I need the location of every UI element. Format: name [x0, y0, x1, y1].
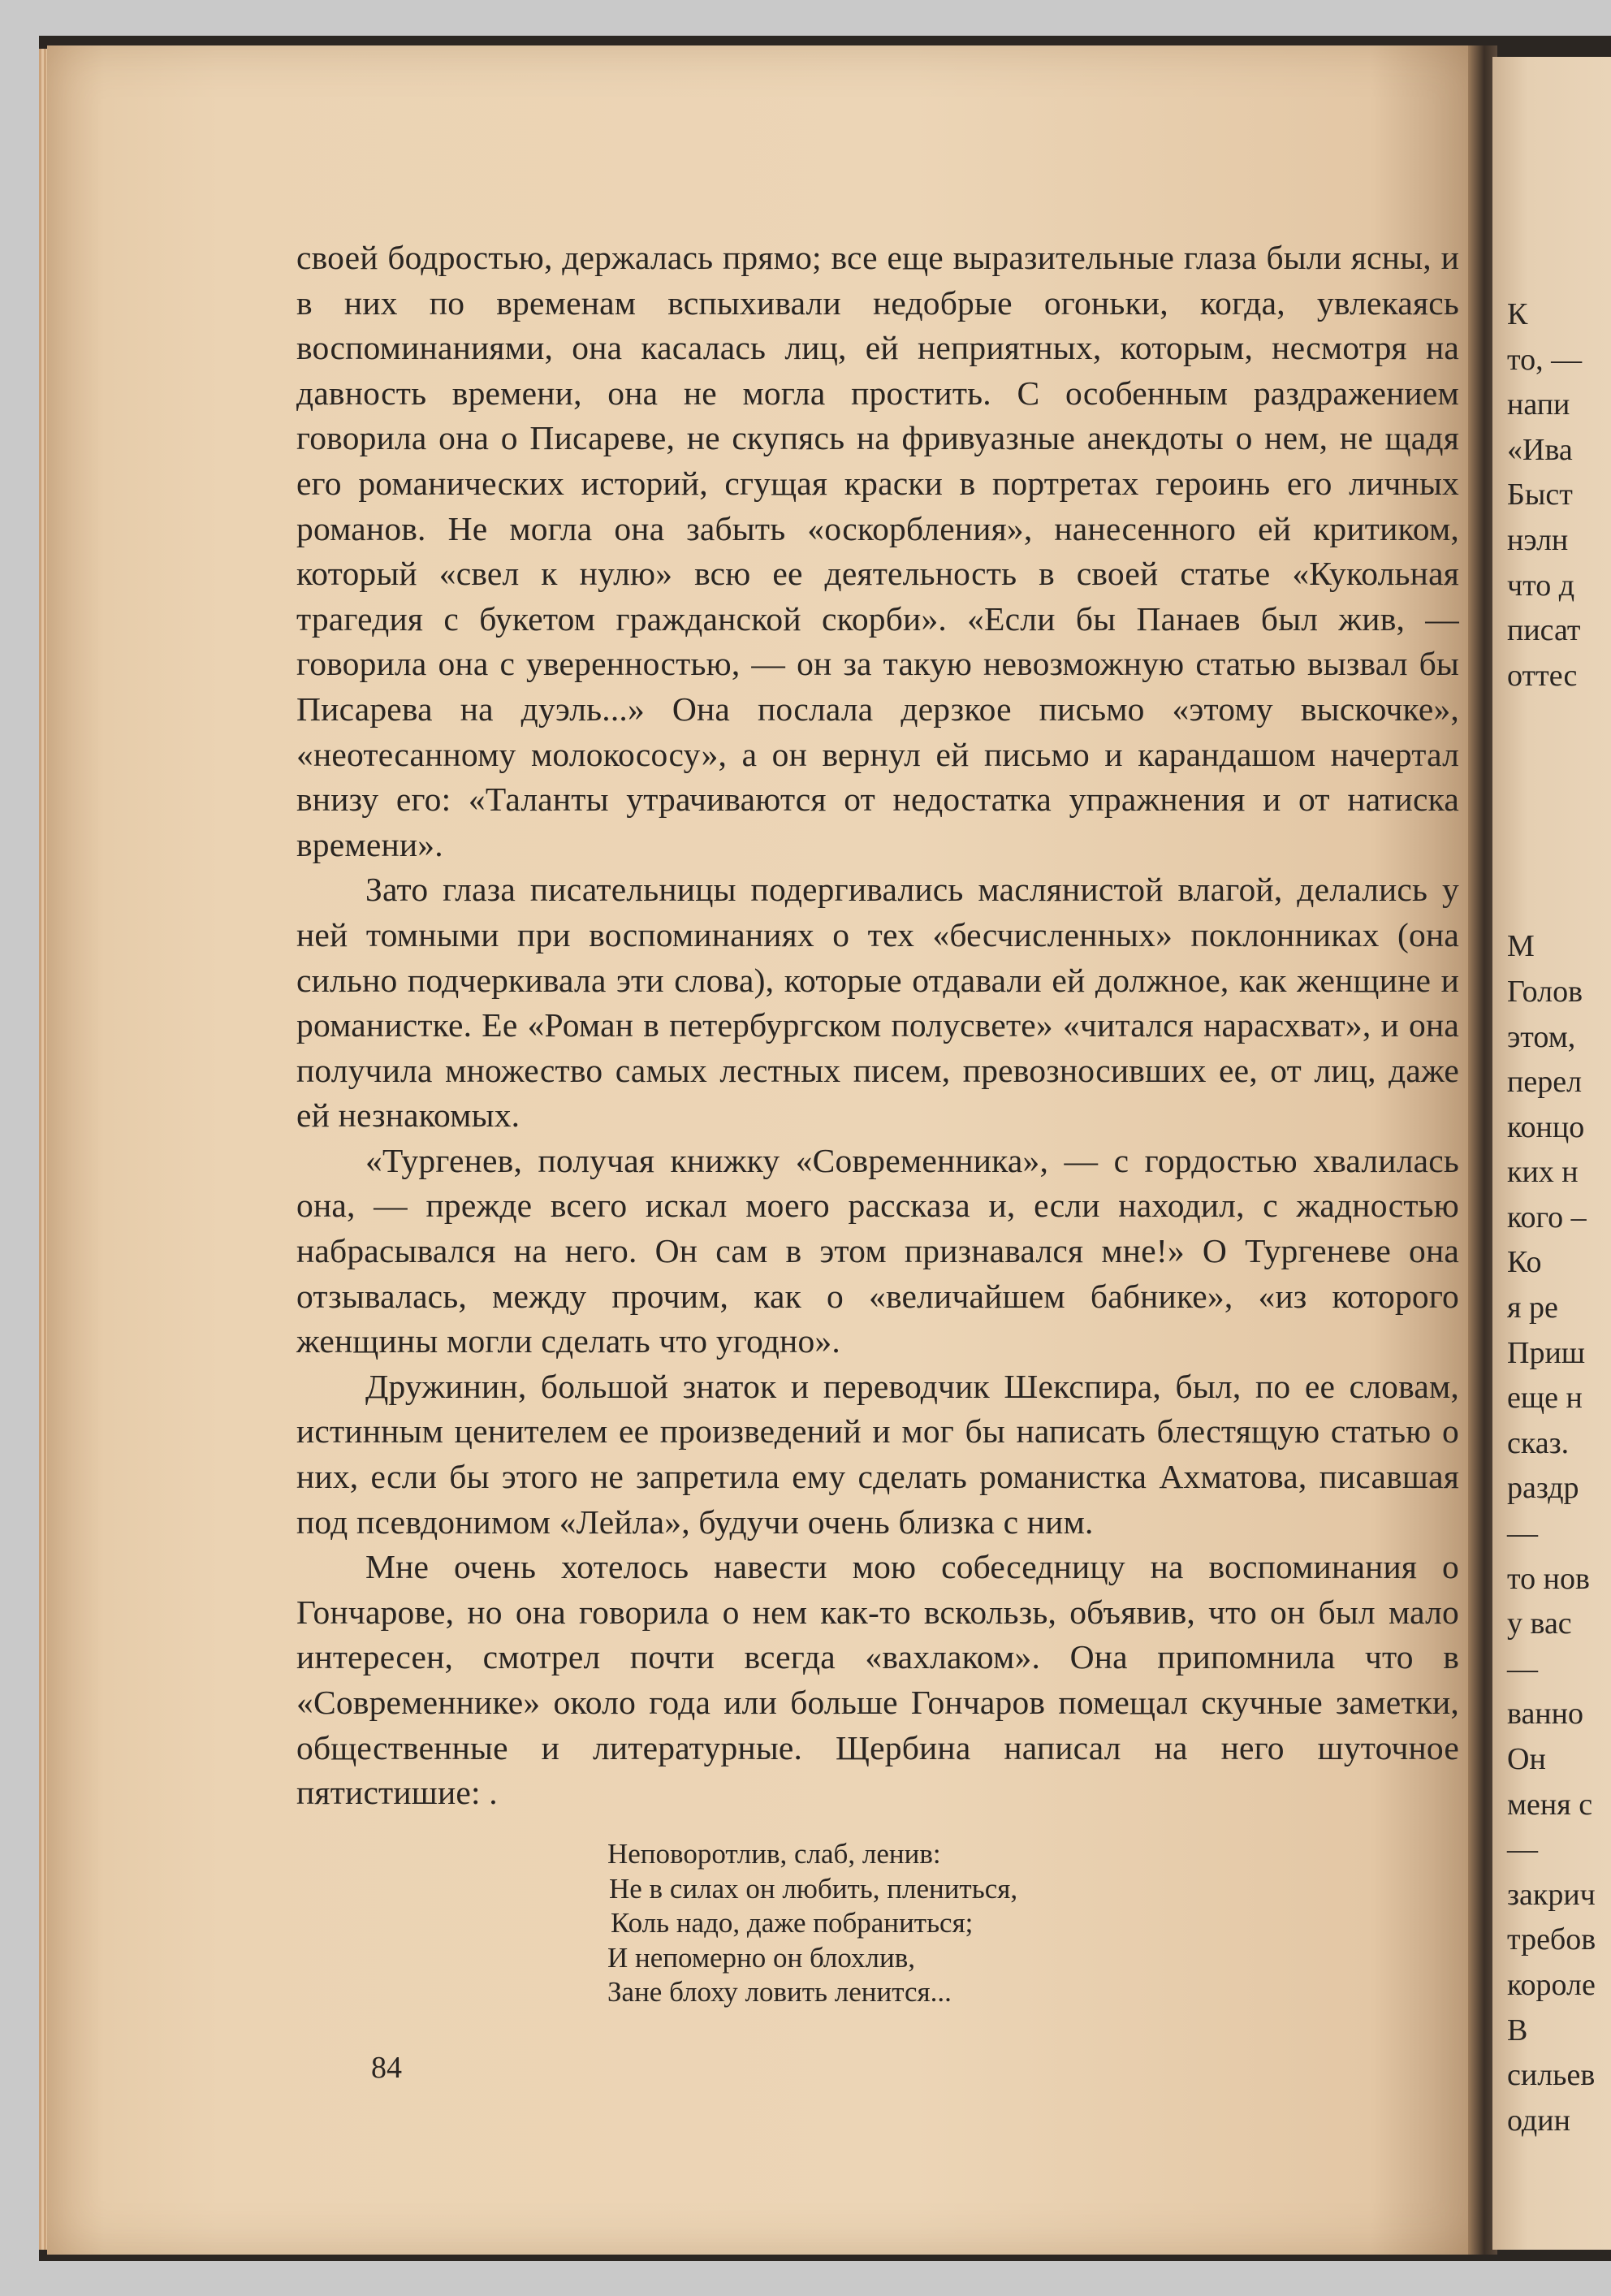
- right-page: [1492, 57, 1611, 2250]
- poem-line: Зане блоху ловить ленится...: [607, 1976, 952, 2008]
- poem-line: Коль надо, даже побраниться;: [611, 1907, 974, 1939]
- right-page-line: сказ.: [1507, 1425, 1570, 1460]
- paragraph: Зато глаза писательницы подергивались маслянистой влагой, делались у ней томными при воспоминаниях о тех «бесчисленных» поклонниках (она сильно подчеркивала эти слова), которые отдавали ей должное, как женщине и романистке. Ее «Роман в петербургском полусвете» «читался нарасхват», и она получила множество самых лестных писем, превозносивших ее, от лиц, даже ей незнакомых.: [296, 871, 1459, 1135]
- poem: [607, 1837, 1338, 2010]
- page-number: 84: [371, 2051, 402, 2085]
- right-page-line: —: [1507, 1832, 1538, 1867]
- right-page-line: ванно: [1507, 1697, 1583, 1732]
- right-page-line: кого –: [1507, 1200, 1587, 1234]
- paragraph: своей бодростью, держалась прямо; все еще выразительные глаза были ясны, и в них по временам вспыхивали недобрые огоньки, когда, увлекаясь воспоминаниями, она касалась лиц, ей неприятных, которым, несмотря на давность времени, она не могла простить. С особенным раздражением говорила она о Писареве, не скупясь на фривуазные анекдоты о нем, не щадя его романических историй, сгущая краски в портретах героинь его личных романов. Не могла она забыть «оскорбления», нанесенного ей критиком, который «свел к нулю» всю ее деятельность в своей статье «Кукольная трагедия с букетом гражданской скорби». «Если бы Панаев был жив, — говорила она с уверенностью, — он за такую невозможную статью вызвал бы Писарева на дуэль...» Она послала дерзкое письмо «этому выскочке», «неотесанному молокососу», а он вернул ей письмо и карандашом начертал внизу его: «Таланты утрачиваются от недостатка упражнения и от натиска времени».: [296, 239, 1459, 863]
- right-page-line: один: [1507, 2103, 1570, 2138]
- right-page-line: В: [1507, 2013, 1528, 2047]
- right-page-line: [1507, 789, 1611, 835]
- right-page-line: К: [1507, 297, 1528, 331]
- body-text: [296, 236, 1459, 1816]
- right-page-line: закрич: [1507, 1877, 1596, 1912]
- right-page-line: я ре: [1507, 1291, 1558, 1325]
- paragraph: Мне очень хотелось навести мою собеседницу на воспоминания о Гончарове, но она говорила о нем как-то вскользь, объявив, что он был мало интересен, смотрел почти всегда «вахлаком». Она припомнила что в «Современнике» около года или больше Гончаров помещал скучные заметки, общественные и литературные. Щербина написал на него шуточное пятистишие: .: [296, 1548, 1459, 1812]
- right-page-line: у вас: [1507, 1606, 1572, 1641]
- right-page-line: [1507, 880, 1611, 925]
- right-page-line: Быст: [1507, 478, 1573, 512]
- right-page-line: «Ива: [1507, 432, 1573, 467]
- right-page-line: оттес: [1507, 658, 1578, 693]
- right-page-line: перел: [1507, 1065, 1583, 1100]
- right-page-line: меня с: [1507, 1787, 1593, 1822]
- paragraph: «Тургенев, получая книжку «Современника», — с гордостью хвалилась она, — прежде всего искал моего рассказа и, если находил, с жадностью набрасывался на него. Он сам в этом признавался мне!» О Тургеневе она отзывалась, между прочим, как о «величайшем бабнике», «из которого женщины могли сделать что угодно».: [296, 1141, 1459, 1360]
- right-page-line: сильев: [1507, 2058, 1596, 2093]
- right-page-line: писат: [1507, 613, 1581, 648]
- right-page-line: то нов: [1507, 1561, 1590, 1596]
- right-page-line: [1507, 698, 1611, 744]
- right-page-line: [1507, 834, 1611, 880]
- right-page-line: —: [1507, 1516, 1538, 1551]
- paragraph: Дружинин, большой знаток и переводчик Шекспира, был, по ее словам, истинным ценителем ее произведений и мог бы написать блестящую статью о них, если бы этого не запретила ему сделать романистка Ахматова, писавшая под псевдонимом «Лейла», будучи очень близка с ним.: [296, 1367, 1459, 1541]
- right-page-line: раздр: [1507, 1471, 1579, 1506]
- right-page-line: Приш: [1507, 1335, 1586, 1370]
- right-page-line: [1507, 744, 1611, 789]
- right-page-line: Ко: [1507, 1245, 1542, 1280]
- right-page-line: еще н: [1507, 1381, 1583, 1416]
- poem-line: И непомерно он блохлив,: [607, 1941, 916, 1974]
- right-page-line: Он: [1507, 1742, 1546, 1776]
- right-page-line: короле: [1507, 1967, 1596, 2002]
- right-page-line: Голов: [1507, 974, 1583, 1009]
- poem-line: Не в силах он любить, плениться,: [609, 1872, 1018, 1905]
- right-page-text: [1507, 292, 1611, 2143]
- right-page-line: напи: [1507, 387, 1570, 422]
- right-page-line: нэлн: [1507, 522, 1569, 557]
- right-page-line: ких н: [1507, 1155, 1579, 1190]
- right-page-line: М: [1507, 929, 1535, 964]
- right-page-line: этом,: [1507, 1019, 1576, 1054]
- poem-line: Неповоротлив, слаб, ленив:: [607, 1838, 941, 1870]
- right-page-line: —: [1507, 1651, 1538, 1686]
- right-page-line: то, —: [1507, 342, 1583, 377]
- right-page-line: требов: [1507, 1922, 1596, 1957]
- right-page-line: что д: [1507, 568, 1575, 603]
- right-page-line: концо: [1507, 1109, 1585, 1144]
